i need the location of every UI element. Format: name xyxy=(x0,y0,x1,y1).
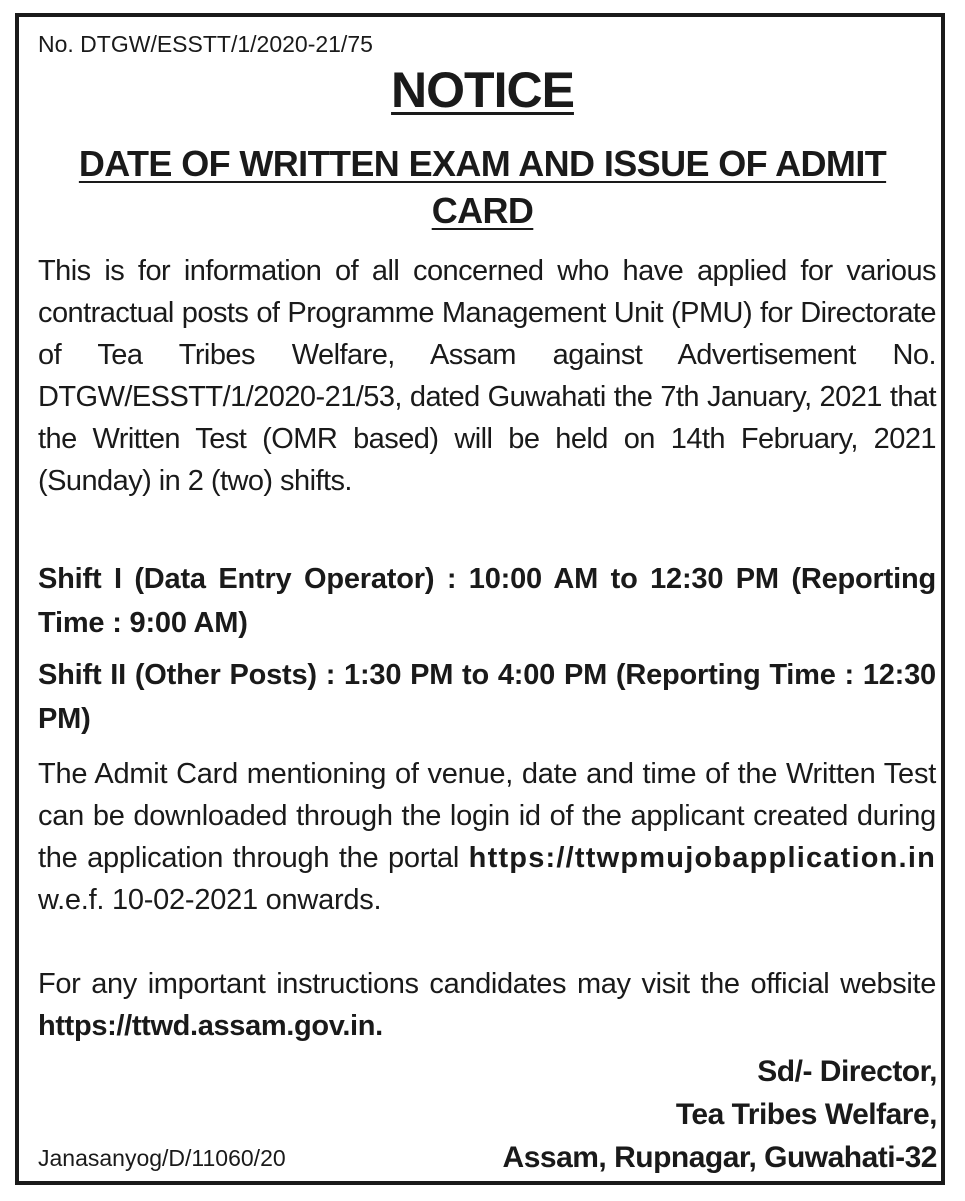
shift-2-schedule: Shift II (Other Posts) : 1:30 PM to 4:00 PM (Reporting Time : 12:30 PM) xyxy=(38,659,936,735)
admit-card-date-text: w.e.f. 10-02-2021 onwards. xyxy=(38,884,382,916)
admit-card-portal-link[interactable]: https://ttwpmujobapplication.in xyxy=(468,842,936,874)
official-website-link[interactable]: https://ttwd.assam.gov.in. xyxy=(38,1010,383,1042)
notice-heading-text: NOTICE xyxy=(391,62,574,118)
admit-card-paragraph xyxy=(38,753,936,921)
notice-subtitle xyxy=(60,140,905,234)
signature-line-3: Assam, Rupnagar, Guwahati-32 xyxy=(502,1141,937,1174)
signature-line-2: Tea Tribes Welfare, xyxy=(675,1098,937,1131)
signature-line-1: Sd/- Director, xyxy=(757,1055,937,1088)
janasanyog-code: Janasanyog/D/11060/20 xyxy=(38,1145,286,1171)
shift-1-schedule: Shift I (Data Entry Operator) : 10:00 AM to 12:30 PM (Reporting Time : 9:00 AM) xyxy=(38,563,936,639)
admit-card-text: The Admit Card mentioning of venue, date and time of the Written Test can be downloaded through the login id of the applicant created during the application through the portal xyxy=(38,758,936,874)
reference-number: No. DTGW/ESSTT/1/2020-21/75 xyxy=(38,31,373,57)
notice-subtitle-text: DATE OF WRITTEN EXAM AND ISSUE OF ADMIT CARD xyxy=(78,143,887,231)
instructions-paragraph xyxy=(38,963,936,1047)
notice-heading xyxy=(0,62,965,118)
intro-paragraph: This is for information of all concerned who have applied for various contractual posts of Programme Management Unit (PMU) for Directorate of Tea Tribes Welfare, Assam against Advertisement No. DTGW/ESSTT/1/2020-21/53, dated Guwahati the 7th January, 2021 that the Written Test (OMR based) will be held on 14th February, 2021 (Sunday) in 2 (two) shifts. xyxy=(38,255,936,497)
instructions-text: For any important instructions candidates may visit the official website xyxy=(38,968,936,1000)
